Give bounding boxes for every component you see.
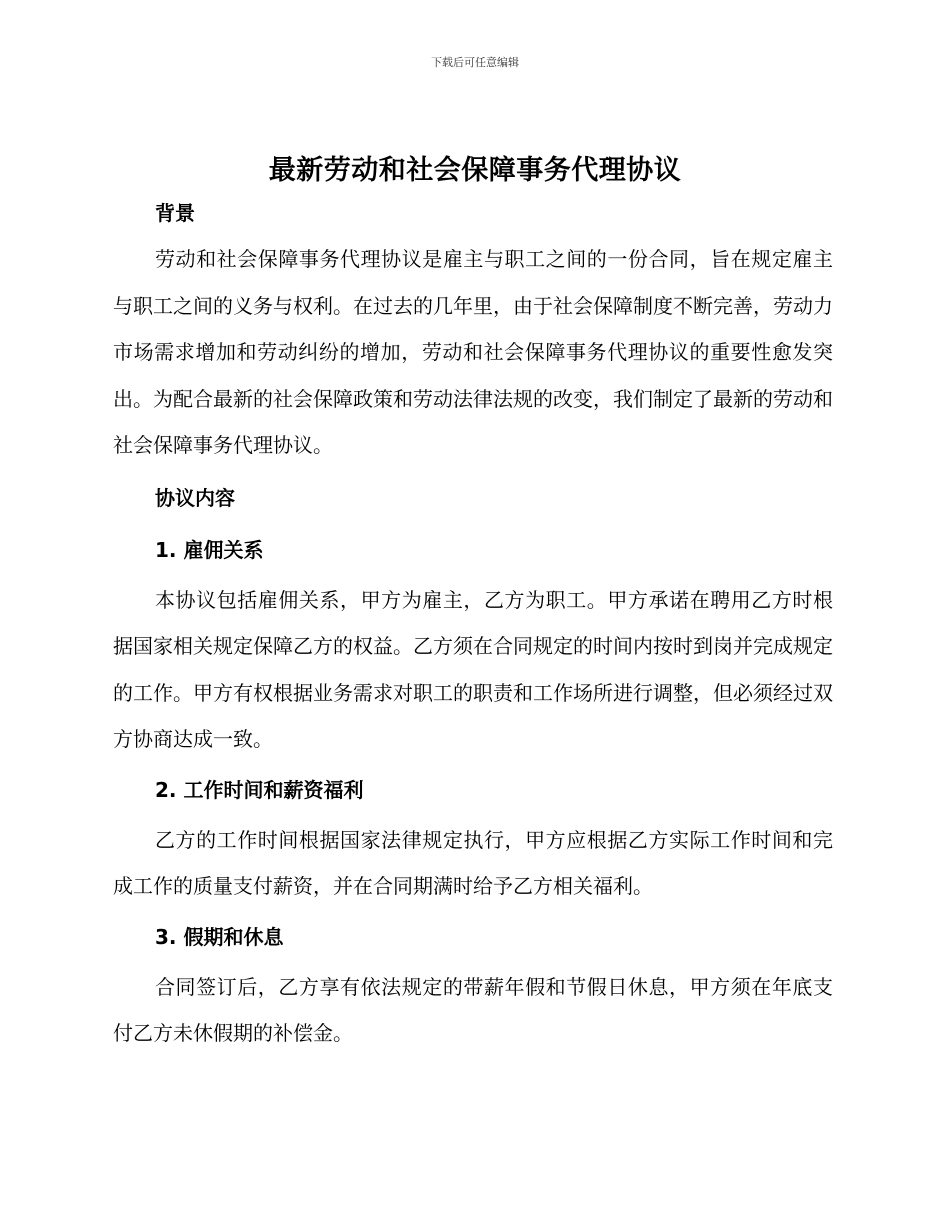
work-hours-salary-paragraph: 乙方的工作时间根据国家法律规定执行，甲方应根据乙方实际工作时间和完成工作的质量支付薪资，并在合同期满时给予乙方相关福利。	[113, 827, 833, 898]
employment-relationship-heading: 1. 雇佣关系	[155, 537, 264, 562]
leave-rest-heading: 3. 假期和休息	[155, 924, 284, 949]
background-paragraph: 劳动和社会保障事务代理协议是雇主与职工之间的一份合同，旨在规定雇主与职工之间的义务与权利。在过去的几年里，由于社会保障制度不断完善，劳动力市场需求增加和劳动纠纷的增加，劳动和社会保障事务代理协议的重要性愈发突出。为配合最新的社会保障政策和劳动法律法规的改变，我们制定了最新的劳动和社会保障事务代理协议。	[113, 247, 833, 457]
document-title: 最新劳动和社会保障事务代理协议	[268, 155, 682, 186]
leave-rest-paragraph: 合同签订后，乙方享有依法规定的带薪年假和节假日休息，甲方须在年底支付乙方未休假期的补偿金。	[113, 974, 833, 1045]
work-hours-salary-heading: 2. 工作时间和薪资福利	[155, 777, 364, 802]
background-heading: 背景	[155, 201, 195, 225]
document-body	[113, 196, 833, 1057]
employment-relationship-paragraph: 本协议包括雇佣关系，甲方为雇主，乙方为职工。甲方承诺在聘用乙方时根据国家相关规定保障乙方的权益。乙方须在合同规定的时间内按时到岗并完成规定的工作。甲方有权根据业务需求对职工的职责和工作场所进行调整，但必须经过双方协商达成一致。	[113, 587, 833, 751]
header-note: 下载后可任意编辑	[431, 56, 519, 69]
agreement-content-heading: 协议内容	[155, 485, 235, 510]
